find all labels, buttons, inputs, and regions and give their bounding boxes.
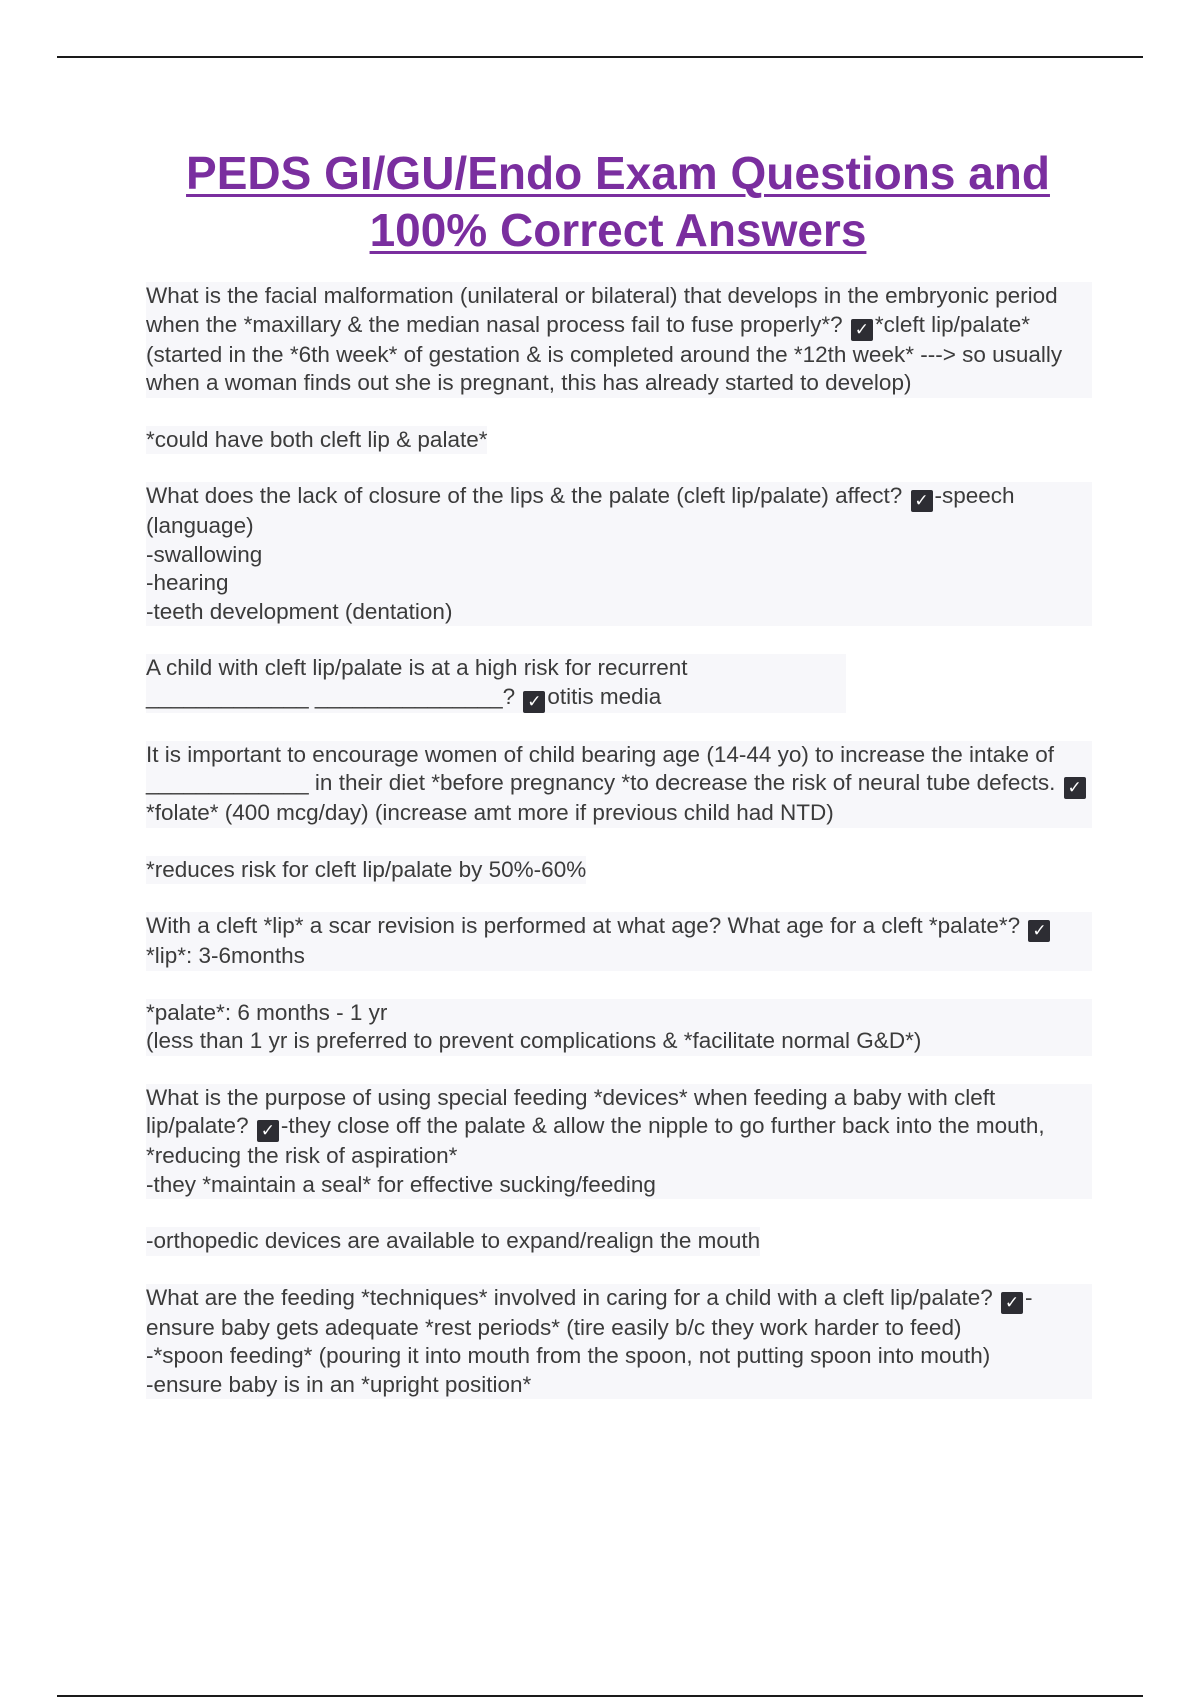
note-text: *reduces risk for cleft lip/palate by 50%-60% <box>146 856 586 885</box>
title-line-1: PEDS GI/GU/Endo Exam Questions and <box>186 147 1050 199</box>
check-box-icon: ✓ <box>1028 920 1050 942</box>
question-text: What are the feeding *techniques* involved in caring for a child with a cleft lip/palate? <box>146 1284 1000 1310</box>
check-box-icon: ✓ <box>911 490 933 512</box>
answer-text: *lip*: 3-6months <box>146 943 305 968</box>
qa-item <box>146 912 1092 971</box>
top-rule <box>57 56 1143 58</box>
answer-text: -speech (language) -swallowing -hearing -teeth development (dentation) <box>146 483 1015 624</box>
qa-item <box>146 282 1092 398</box>
answer-text: *folate* (400 mcg/day) (increase amt more if previous child had NTD) <box>146 800 834 825</box>
bottom-rule <box>57 1695 1143 1697</box>
answer-text: -they close off the palate & allow the nipple to go further back into the mouth, *reducing the risk of aspiration* -they *maintain a seal* for effective sucking/feeding <box>146 1113 1045 1197</box>
qa-item <box>146 482 1092 626</box>
note-text: *could have both cleft lip & palate* <box>146 426 487 455</box>
question-text: It is important to encourage women of child bearing age (14-44 yo) to increase the intake of _____________ in their diet *before pregnancy *to decrease the risk of neural tube defects. <box>146 741 1062 795</box>
qa-item <box>146 1284 1092 1400</box>
question-text: What does the lack of closure of the lips & the palate (cleft lip/palate) affect? <box>146 483 909 508</box>
answer-text: -ensure baby gets adequate *rest periods* (tire easily b/c they work harder to feed) -*spoon feeding* (pouring it into mouth from the spoon, not putting spoon into mouth) -ensure baby is in an *upright position* <box>146 1284 1033 1397</box>
question-text: What is the purpose of using special feeding *devices* when feeding a baby with cleft lip/palate? <box>146 1084 1002 1138</box>
answer-text: *cleft lip/palate* (started in the *6th week* of gestation & is completed around the *12th week* ---> so usually when a woman finds out she is pregnant, this has already started to develop) <box>146 311 1069 395</box>
qa-item <box>146 654 846 713</box>
answer-text: otitis media <box>547 683 662 709</box>
qa-content <box>146 282 1092 1427</box>
note-text: *palate*: 6 months - 1 yr (less than 1 yr is preferred to prevent complications & *facilitate normal G&D*) <box>146 999 1092 1056</box>
check-box-icon: ✓ <box>257 1120 279 1142</box>
check-box-icon: ✓ <box>523 691 545 713</box>
question-text: What is the facial malformation (unilateral or bilateral) that develops in the embryonic period when the *maxillary & the median nasal process fail to fuse properly*? <box>146 283 1064 337</box>
question-text: With a cleft *lip* a scar revision is performed at what age? What age for a cleft *palate*? <box>146 913 1027 938</box>
title-line-2: 100% Correct Answers <box>369 204 867 256</box>
check-box-icon: ✓ <box>851 319 873 341</box>
qa-item <box>146 741 1092 828</box>
check-box-icon: ✓ <box>1064 777 1086 799</box>
qa-item <box>146 1084 1092 1200</box>
document-title <box>120 145 1116 259</box>
note-text: -orthopedic devices are available to expand/realign the mouth <box>146 1227 760 1256</box>
check-box-icon: ✓ <box>1001 1292 1023 1314</box>
question-text: A child with cleft lip/palate is at a high risk for recurrent _____________ _______________? <box>146 655 694 709</box>
